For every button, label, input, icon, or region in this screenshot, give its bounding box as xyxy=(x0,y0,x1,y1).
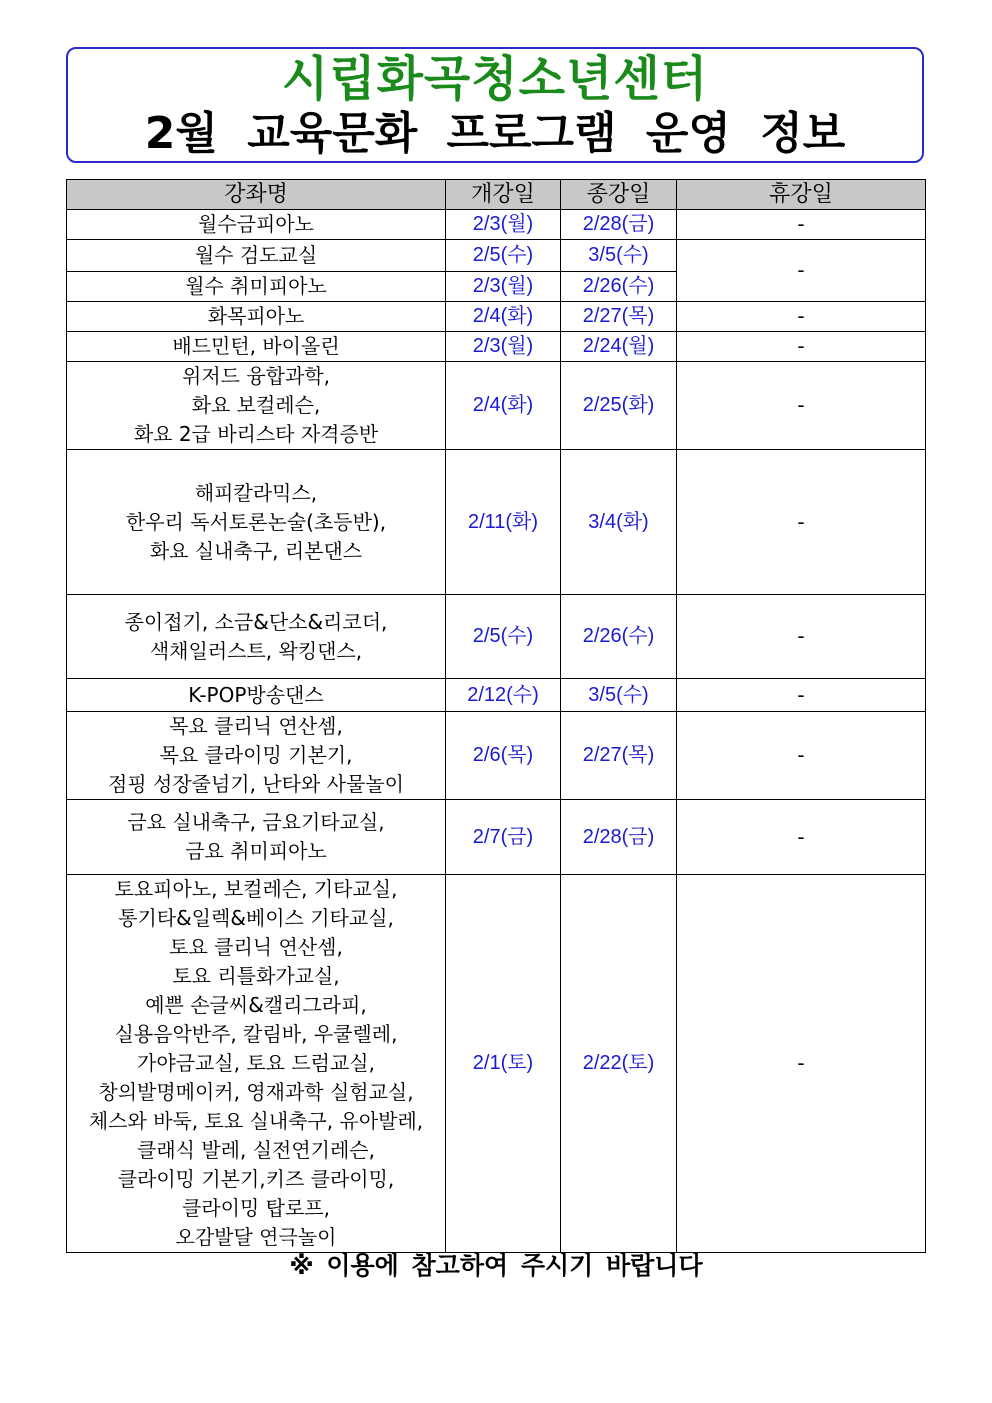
start-date: 2/3(월) xyxy=(446,210,561,240)
end-date: 2/28(금) xyxy=(561,800,677,875)
page-title: 시립화곡청소년센터 xyxy=(281,51,709,107)
end-date: 3/5(수) xyxy=(561,240,677,272)
start-date: 2/5(수) xyxy=(446,240,561,272)
start-date: 2/4(화) xyxy=(446,302,561,332)
schedule-table xyxy=(66,179,926,1253)
table-header-row xyxy=(67,180,926,210)
off-days: - xyxy=(677,875,926,1253)
end-date: 3/4(화) xyxy=(561,450,677,595)
off-days: - xyxy=(677,332,926,362)
table-row xyxy=(67,332,926,362)
course-name: 배드민턴, 바이올린 xyxy=(67,332,446,362)
end-date: 2/27(목) xyxy=(561,712,677,800)
table-row xyxy=(67,800,926,875)
end-date: 2/26(수) xyxy=(561,272,677,302)
course-name: 해피칼라믹스, 한우리 독서토론논술(초등반), 화요 실내축구, 리본댄스 xyxy=(67,450,446,595)
footer-note: ※ 이용에 참고하여 주시기 바랍니다 xyxy=(289,1251,703,1280)
table-row xyxy=(67,362,926,450)
course-name: 월수 검도교실 xyxy=(67,240,446,272)
end-date: 2/24(월) xyxy=(561,332,677,362)
title-box xyxy=(66,47,924,163)
off-days: - xyxy=(677,210,926,240)
start-date: 2/3(월) xyxy=(446,332,561,362)
off-days: - xyxy=(677,679,926,712)
off-days: - xyxy=(677,595,926,679)
start-date: 2/5(수) xyxy=(446,595,561,679)
course-name: 화목피아노 xyxy=(67,302,446,332)
course-name: 월수 취미피아노 xyxy=(67,272,446,302)
course-name: 금요 실내축구, 금요기타교실, 금요 취미피아노 xyxy=(67,800,446,875)
column-header-start: 개강일 xyxy=(446,180,561,210)
start-date: 2/12(수) xyxy=(446,679,561,712)
start-date: 2/3(월) xyxy=(446,272,561,302)
off-days: - xyxy=(677,712,926,800)
off-days: - xyxy=(677,240,926,302)
table-row xyxy=(67,712,926,800)
off-days: - xyxy=(677,362,926,450)
course-name: K-POP방송댄스 xyxy=(67,679,446,712)
off-days: - xyxy=(677,800,926,875)
course-name: 목요 클리닉 연산셈, 목요 클라이밍 기본기, 점핑 성장줄넘기, 난타와 사물놀이 xyxy=(67,712,446,800)
column-header-off: 휴강일 xyxy=(677,180,926,210)
table-row xyxy=(67,875,926,1253)
start-date: 2/1(토) xyxy=(446,875,561,1253)
end-date: 2/28(금) xyxy=(561,210,677,240)
start-date: 2/11(화) xyxy=(446,450,561,595)
table-row xyxy=(67,210,926,240)
end-date: 2/22(토) xyxy=(561,875,677,1253)
table-row xyxy=(67,679,926,712)
course-name: 위저드 융합과학, 화요 보컬레슨, 화요 2급 바리스타 자격증반 xyxy=(67,362,446,450)
table-row xyxy=(67,302,926,332)
off-days: - xyxy=(677,450,926,595)
course-name: 월수금피아노 xyxy=(67,210,446,240)
start-date: 2/4(화) xyxy=(446,362,561,450)
end-date: 3/5(수) xyxy=(561,679,677,712)
table-row xyxy=(67,595,926,679)
course-name: 토요피아노, 보컬레슨, 기타교실, 통기타&일렉&베이스 기타교실, 토요 클리닉 연산셈, 토요 리틀화가교실, 예쁜 손글씨&캘리그라피, 실용음악반주, 칼림바, 우쿨렐레, 가야금교실, 토요 드럼교실, 창의발명메이커, 영재과학 실험교실, 체스와 바둑, 토요 실내축구, 유아발레, 클래식 발레, 실전연기레슨, 클라이밍 기본기,키즈 클라이밍, 클라이밍 탑로프, 오감발달 연극놀이 xyxy=(67,875,446,1253)
end-date: 2/25(화) xyxy=(561,362,677,450)
page-subtitle: 2월 교육문화 프로그램 운영 정보 xyxy=(144,108,846,159)
start-date: 2/6(목) xyxy=(446,712,561,800)
start-date: 2/7(금) xyxy=(446,800,561,875)
column-header-course: 강좌명 xyxy=(67,180,446,210)
end-date: 2/27(목) xyxy=(561,302,677,332)
column-header-end: 종강일 xyxy=(561,180,677,210)
table-row xyxy=(67,240,926,272)
table-row xyxy=(67,450,926,595)
off-days: - xyxy=(677,302,926,332)
course-name: 종이접기, 소금&단소&리코더, 색채일러스트, 왁킹댄스, xyxy=(67,595,446,679)
end-date: 2/26(수) xyxy=(561,595,677,679)
